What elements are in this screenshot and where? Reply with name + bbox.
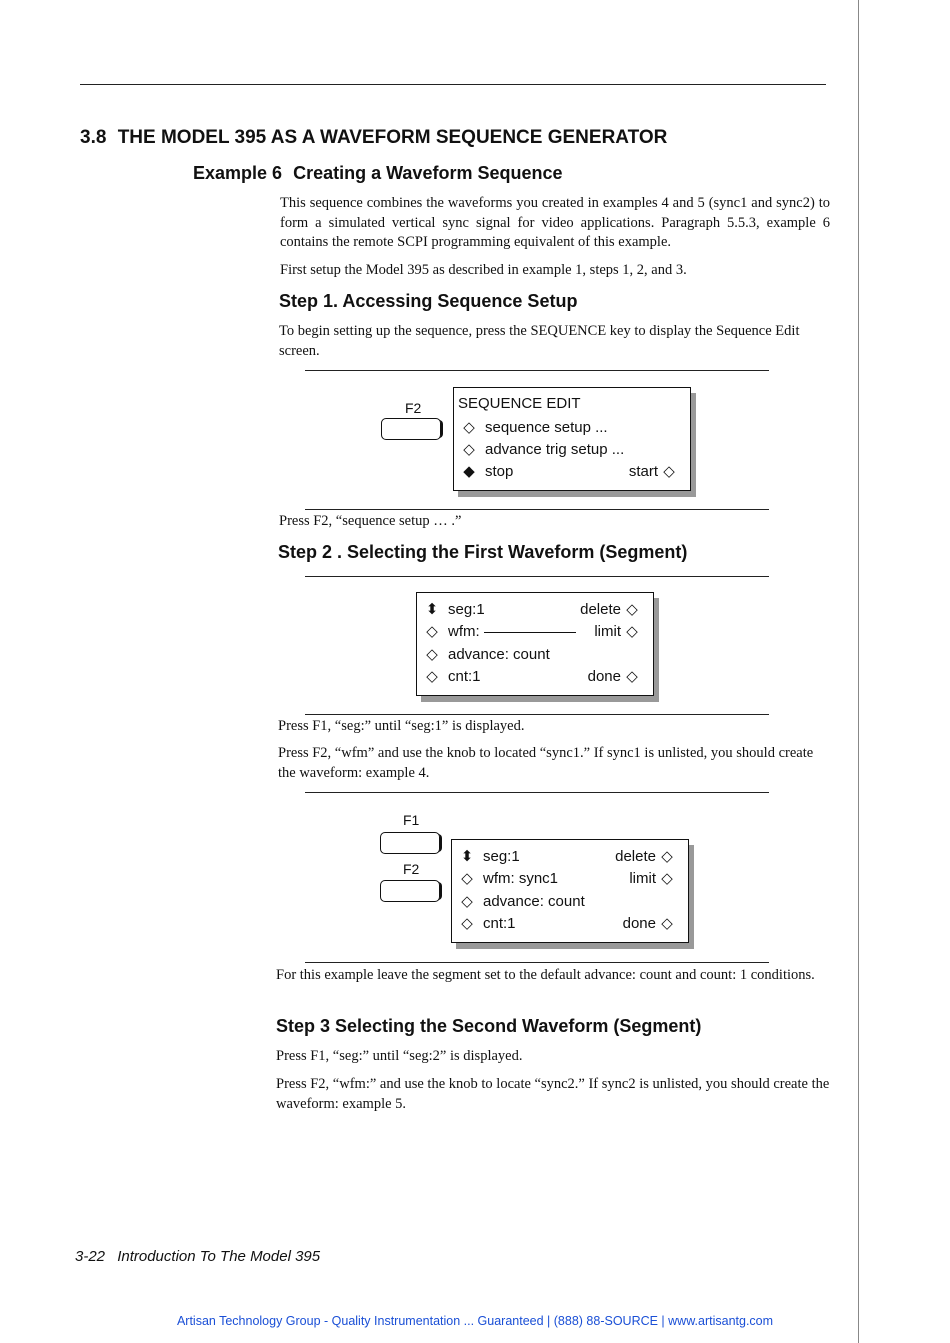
delete-label: delete — [580, 601, 621, 618]
wfm-blank-line — [484, 632, 576, 633]
step2-rule-mid — [305, 714, 769, 715]
open-diamond-icon: ◇ — [626, 668, 638, 685]
done-label: done — [587, 668, 621, 685]
wfm-label: wfm: sync1 — [483, 870, 559, 887]
limit-item[interactable] — [629, 869, 678, 887]
open-diamond-icon: ◇ — [626, 601, 638, 618]
open-diamond-icon: ◇ — [461, 893, 473, 910]
open-diamond-icon: ◇ — [461, 870, 473, 887]
up-down-arrow-icon: ⬍ — [425, 601, 439, 618]
page-number: 3-22 — [75, 1248, 106, 1265]
step2-paragraph-3: For this example leave the segment set to the default advance: count and count: 1 conditions. — [276, 967, 815, 983]
section-heading — [80, 127, 667, 149]
cnt-row — [421, 667, 643, 689]
limit-label: limit — [594, 623, 621, 640]
screen-title: SEQUENCE EDIT — [458, 395, 581, 412]
delete-item[interactable] — [615, 847, 678, 865]
open-diamond-icon: ◇ — [426, 623, 438, 640]
example-label: Example 6 — [193, 163, 283, 183]
step3-paragraph-1: Press F1, “seg:” until “seg:2” is displayed. — [276, 1048, 523, 1064]
screen-title-row — [458, 395, 680, 417]
step3-heading: Step 3 Selecting the Second Waveform (Segment) — [276, 1016, 702, 1036]
advance-label: advance: count — [448, 646, 550, 663]
page-footer-title: Introduction To The Model 395 — [117, 1248, 321, 1265]
done-item[interactable] — [623, 914, 678, 932]
seg-field[interactable] — [456, 847, 520, 865]
cnt-row — [456, 914, 678, 936]
step3-paragraph-2: Press F2, “wfm:” and use the knob to locate “sync2.” If sync2 is unlisted, you should create the waveform: example 5. — [276, 1076, 830, 1112]
delete-label: delete — [615, 848, 656, 865]
up-down-arrow-icon: ⬍ — [460, 848, 474, 865]
f2-key-button[interactable] — [380, 880, 440, 902]
step2-paragraph-2: Press F2, “wfm” and use the knob to located “sync1.” If sync1 is unlisted, you should create the waveform: example 4. — [278, 745, 814, 781]
f1-key-label: F1 — [403, 812, 420, 828]
step2-rule-bottom — [305, 962, 769, 963]
open-diamond-icon: ◇ — [426, 668, 438, 685]
screen-menu-item-stop[interactable] — [458, 462, 513, 480]
step1-heading: Step 1. Accessing Sequence Setup — [279, 291, 578, 311]
intro-paragraph-2: First setup the Model 395 as described in example 1, steps 1, 2, and 3. — [280, 262, 687, 278]
cnt-field[interactable] — [456, 914, 516, 932]
limit-item[interactable] — [594, 622, 643, 640]
seg-field[interactable] — [421, 600, 485, 618]
page-edge-line — [858, 0, 859, 1343]
wfm-label: wfm: — [448, 623, 480, 640]
screen-menu-row-stop-start — [458, 462, 680, 484]
menu-label-advance-trig: advance trig setup ... — [485, 441, 625, 458]
example-heading — [193, 163, 563, 184]
intro-paragraph-1: This sequence combines the waveforms you created in examples 4 and 5 (sync1 and sync2) to form a simulated vertical sync signal for video applications. Paragraph 5.5.3, example 6 contains the remote SCPI programming equivalent of this example. — [280, 195, 830, 250]
header-rule — [80, 84, 826, 85]
open-diamond-icon: ◇ — [463, 419, 475, 436]
section-title: THE MODEL 395 AS A WAVEFORM SEQUENCE GENERATOR — [117, 127, 668, 148]
example-title: Creating a Waveform Sequence — [293, 163, 563, 183]
done-item[interactable] — [588, 667, 643, 685]
advance-label: advance: count — [483, 893, 585, 910]
f2-key-button[interactable] — [381, 418, 441, 440]
open-diamond-icon: ◇ — [626, 623, 638, 640]
wfm-row — [421, 622, 643, 644]
screen-menu-item-advance-trig[interactable] — [458, 440, 680, 462]
step1-after-text: Press F2, “sequence setup … .” — [279, 513, 462, 529]
step1-paragraph: To begin setting up the sequence, press the SEQUENCE key to display the Sequence Edit screen. — [279, 323, 800, 359]
wfm-field[interactable] — [456, 869, 558, 887]
step2-paragraph-1: Press F1, “seg:” until “seg:1” is displayed. — [278, 718, 525, 734]
page-footer — [75, 1248, 320, 1265]
cnt-label: cnt:1 — [483, 915, 516, 932]
menu-label-stop: stop — [485, 463, 514, 480]
wfm-field[interactable] — [421, 622, 576, 640]
f2-key-label: F2 — [403, 861, 420, 877]
seg-row — [456, 847, 678, 869]
open-diamond-icon: ◇ — [663, 463, 675, 480]
vendor-banner-link[interactable]: Artisan Technology Group - Quality Instrumentation ... Guaranteed | (888) 88-SOURCE | www.artisantg.com — [176, 1314, 774, 1328]
menu-label-sequence-setup: sequence setup ... — [485, 419, 608, 436]
segment-screen-1 — [416, 592, 654, 696]
seg-label: seg:1 — [448, 601, 485, 618]
open-diamond-icon: ◇ — [426, 646, 438, 663]
f2-key-label: F2 — [405, 400, 422, 416]
step2-rule-top — [305, 576, 769, 577]
sequence-edit-screen — [453, 387, 691, 491]
seg-row — [421, 600, 643, 622]
open-diamond-icon: ◇ — [661, 915, 673, 932]
screen-menu-item-sequence-setup[interactable] — [458, 418, 680, 440]
step2-heading: Step 2 . Selecting the First Waveform (Segment) — [278, 542, 688, 562]
cnt-field[interactable] — [421, 667, 481, 685]
limit-label: limit — [629, 870, 656, 887]
segment-screen-2 — [451, 839, 689, 943]
open-diamond-icon: ◇ — [461, 915, 473, 932]
open-diamond-icon: ◇ — [661, 870, 673, 887]
cnt-label: cnt:1 — [448, 668, 481, 685]
menu-label-start: start — [628, 463, 658, 480]
filled-diamond-icon: ◆ — [463, 463, 475, 480]
section-number: 3.8 — [80, 127, 107, 148]
wfm-row — [456, 869, 678, 891]
open-diamond-icon: ◇ — [661, 848, 673, 865]
step1-rule-top — [305, 370, 769, 371]
done-label: done — [622, 915, 656, 932]
step2-rule-lower — [305, 792, 769, 793]
f1-key-button[interactable] — [380, 832, 440, 854]
open-diamond-icon: ◇ — [463, 441, 475, 458]
advance-row[interactable] — [421, 645, 643, 667]
advance-row[interactable] — [456, 892, 678, 914]
delete-item[interactable] — [580, 600, 643, 618]
screen-menu-item-start[interactable] — [629, 462, 680, 480]
step1-rule-bottom — [305, 509, 769, 510]
seg-label: seg:1 — [483, 848, 520, 865]
